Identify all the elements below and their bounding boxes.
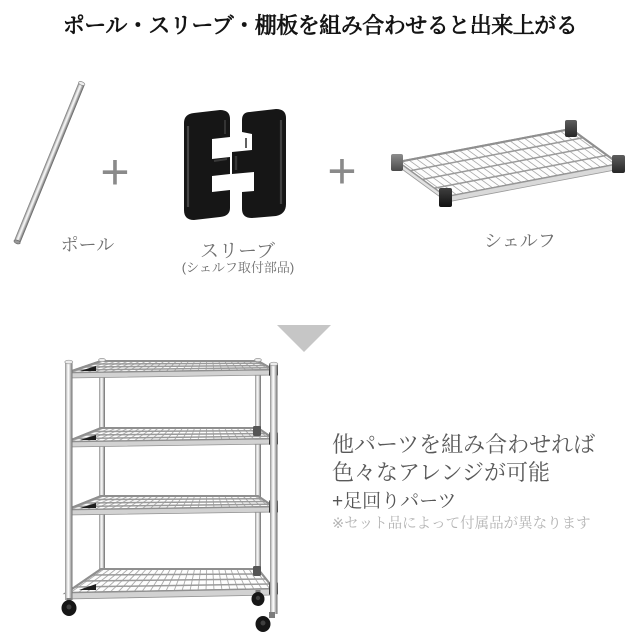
result-caption-line2: 色々なアレンジが可能 <box>332 460 551 485</box>
pole-image <box>8 72 90 252</box>
plus-icon: + <box>100 144 130 200</box>
page-title: ポール・スリーブ・棚板を組み合わせると出来上がる <box>62 13 578 38</box>
shelving-unit-image <box>50 352 285 640</box>
extra-parts-label: +足回りパーツ <box>332 491 457 512</box>
wire-shelf-image <box>388 116 628 218</box>
down-arrow-icon <box>277 325 331 352</box>
sleeve-label: スリーブ <box>199 241 276 262</box>
result-text-block <box>332 431 632 533</box>
plus-icon: + <box>327 143 357 199</box>
caster-front-left <box>62 598 77 616</box>
note-text: ※セット品によって付属品が異なります <box>332 516 591 532</box>
sleeve-sublabel: (シェルフ取付部品) <box>181 260 295 275</box>
shelf-label: シェルフ <box>484 231 556 251</box>
sleeve-image <box>180 104 295 226</box>
pole-label: ポール <box>60 235 115 255</box>
caster-front-right <box>256 612 276 632</box>
result-caption-line1: 他パーツを組み合わせれば <box>332 432 596 457</box>
